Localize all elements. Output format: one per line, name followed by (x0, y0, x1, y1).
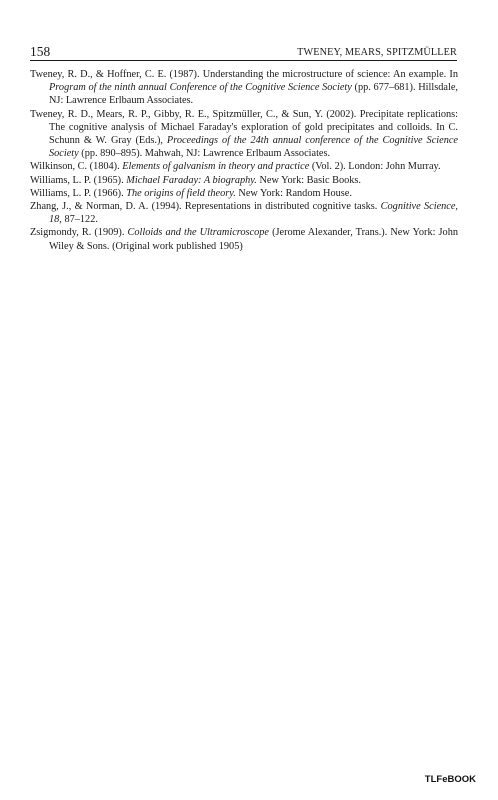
reference-entry (30, 174, 458, 187)
reference-title: Cognitive Science, 18, (49, 201, 458, 226)
reference-title: Program of the ninth annual Conference of the Cognitive Science Society (49, 82, 352, 94)
reference-title: Michael Faraday: A biography. (126, 174, 257, 186)
reference-text: New York: Random House. (235, 187, 352, 199)
reference-text: Williams, L. P. (1966). (30, 187, 127, 199)
running-head: TWENEY, MEARS, SPITZMÜLLER (297, 47, 457, 58)
reference-text: Tweney, R. D., & Hoffner, C. E. (1987). Understanding the microstructure of science: An example. In (30, 69, 458, 80)
page-header (30, 44, 457, 61)
reference-title: Proceedings of the 24th annual conference of the Cognitive Science Society (49, 135, 458, 160)
reference-title: The origins of field theory. (126, 187, 236, 199)
reference-text: (pp. 890–895). Mahwah, NJ: Lawrence Erlbaum Associates. (78, 148, 331, 160)
reference-title: Colloids and the Ultramicroscope (127, 227, 269, 239)
reference-text: (pp. 677–681). Hillsdale, NJ: Lawrence Erlbaum Associates. (49, 82, 458, 107)
reference-entry (30, 187, 458, 200)
reference-text: 87–122. (61, 214, 98, 226)
reference-entry (30, 108, 458, 161)
reference-entry (30, 160, 458, 173)
reference-text: New York: Basic Books. (256, 174, 361, 186)
reference-entry (30, 200, 458, 226)
reference-text: Williams, L. P. (1965). (30, 174, 127, 186)
page-number: 158 (30, 44, 51, 59)
reference-title: Elements of galvanism in theory and practice (122, 161, 310, 173)
reference-text: Zhang, J., & Norman, D. A. (1994). Representations in distributed cognitive tasks. (30, 201, 381, 213)
watermark-label: TLFeBOOK (424, 774, 476, 785)
reference-list (30, 68, 458, 253)
reference-text: Zsigmondy, R. (1909). (30, 227, 128, 239)
reference-text: Wilkinson, C. (1804). (30, 161, 123, 173)
reference-text: (Vol. 2). London: John Murray. (309, 161, 441, 173)
reference-entry (30, 68, 458, 108)
reference-entry (30, 226, 458, 252)
reference-text: Tweney, R. D., Mears, R. P., Gibby, R. E., Spitzmüller, C., & Sun, Y. (2002). Precipitate replications: The cognitive analysis of Michael Faraday's exploration of gold precipitates and colloids. In C. Schunn & W. Gray (Eds.), (30, 108, 458, 147)
reference-text: (Jerome Alexander, Trans.). New York: John Wiley & Sons. (Original work published 1905) (49, 227, 458, 252)
